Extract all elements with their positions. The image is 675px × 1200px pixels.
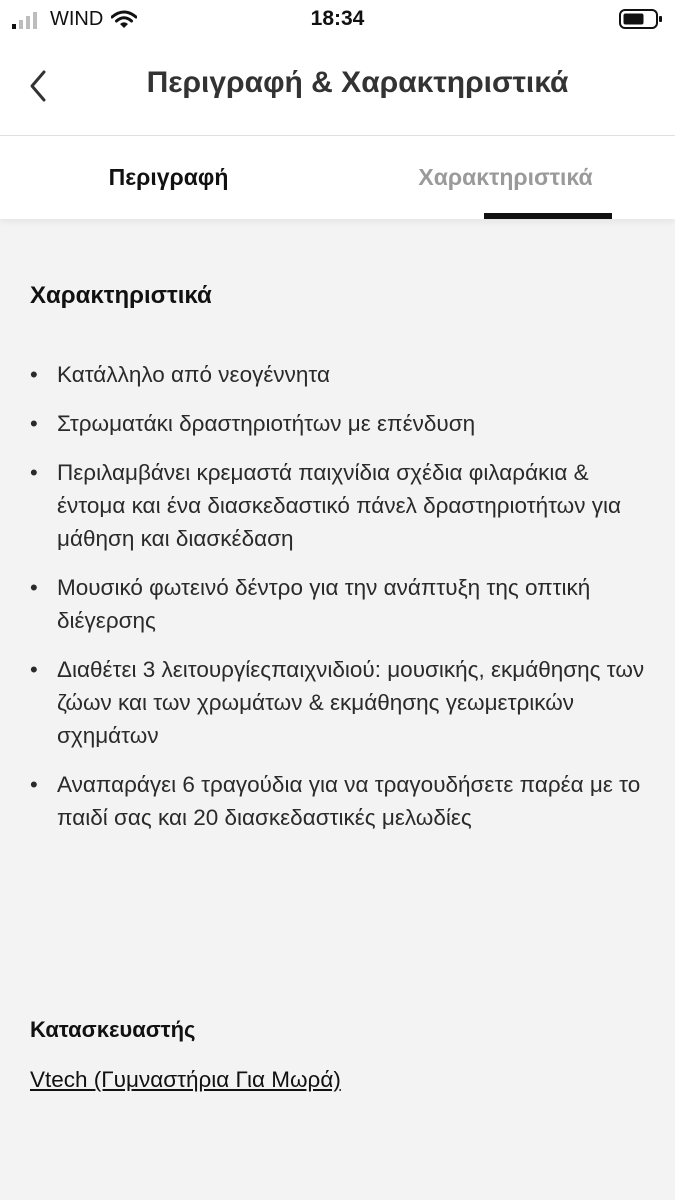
- bullet-icon: •: [30, 575, 38, 600]
- active-tab-indicator: [484, 213, 612, 219]
- bullet-icon: •: [30, 460, 38, 485]
- manufacturer-link[interactable]: Vtech (Γυμναστήρια Για Μωρά): [30, 1067, 341, 1092]
- list-item: [30, 407, 645, 440]
- bullet-icon: •: [30, 362, 38, 387]
- list-item: [30, 653, 645, 752]
- section-title: Χαρακτηριστικά: [30, 282, 212, 309]
- page-title: Περιγραφή & Χαρακτηριστικά: [146, 66, 569, 99]
- list-item: [30, 456, 645, 555]
- list-item: [30, 571, 645, 637]
- manufacturer-label: Κατασκευαστής: [30, 1017, 196, 1042]
- feature-text: Αναπαράγει 6 τραγούδια για να τραγουδήσετε παρέα με το παιδί σας και 20 διασκεδαστικές μελωδίες: [57, 772, 641, 830]
- features-list: [30, 358, 645, 850]
- status-right: [619, 8, 663, 35]
- status-bar: [0, 0, 675, 40]
- bullet-icon: •: [30, 772, 38, 797]
- battery-icon: [619, 8, 663, 30]
- back-button[interactable]: [18, 66, 58, 106]
- feature-text: Στρωματάκι δραστηριοτήτων με επένδυση: [57, 411, 476, 436]
- clock: 18:34: [310, 7, 365, 30]
- feature-text: Διαθέτει 3 λειτουργίεςπαιχνιδιού: μουσικής, εκμάθησης των ζώων και των χρωμάτων & εκμάθησης γεωμετρικών σχημάτων: [57, 657, 645, 748]
- list-item: [30, 358, 645, 391]
- bullet-icon: •: [30, 411, 38, 436]
- tab-bar: [0, 136, 675, 219]
- chevron-left-icon: [27, 69, 49, 103]
- bullet-icon: •: [30, 657, 38, 682]
- navigation-bar: [0, 40, 675, 136]
- feature-text: Μουσικό φωτεινό δέντρο για την ανάπτυξη της οπτική διέγερσης: [57, 575, 591, 633]
- feature-text: Κατάλληλο από νεογέννητα: [57, 362, 330, 387]
- tab-description[interactable]: Περιγραφή: [108, 164, 229, 190]
- list-item: [30, 768, 645, 834]
- carrier-name: WIND: [50, 8, 104, 30]
- feature-text: Περιλαμβάνει κρεμαστά παιχνίδια σχέδια φιλαράκια & έντομα και ένα διασκεδαστικό πάνελ δραστηριοτήτων για μάθηση και διασκέδαση: [57, 460, 622, 551]
- tab-features[interactable]: Χαρακτηριστικά: [418, 164, 593, 190]
